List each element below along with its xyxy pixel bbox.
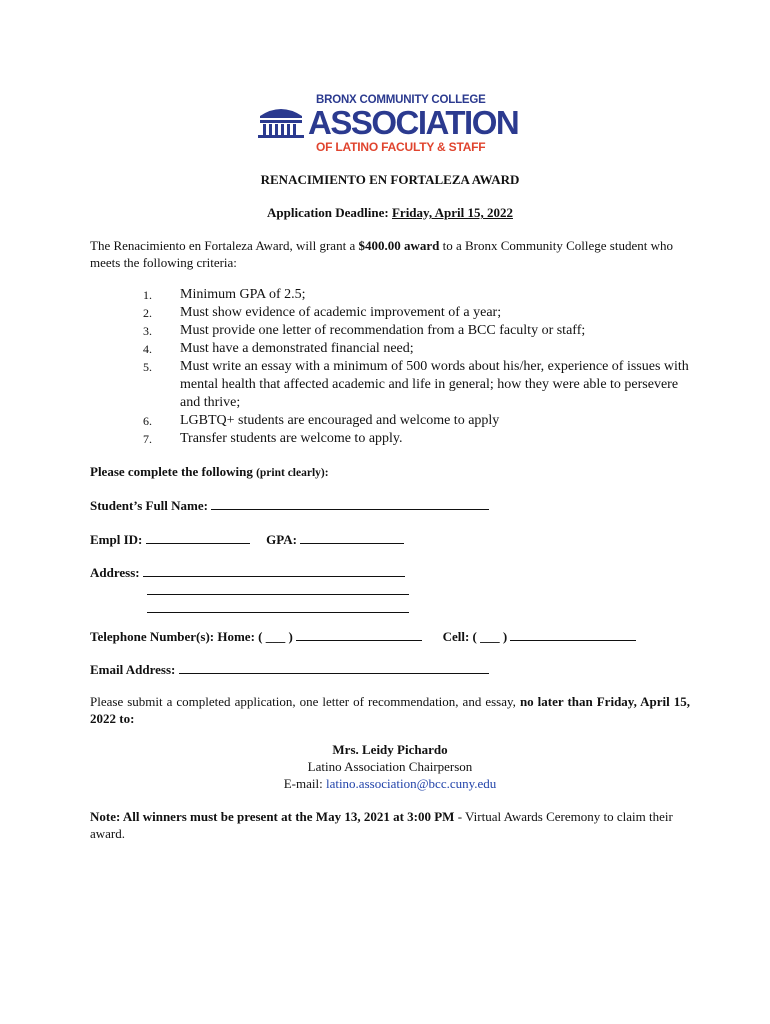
- criteria-item: [132, 412, 692, 430]
- submit-text: Please submit a completed application, one letter of recommendation, and essay,: [90, 694, 520, 709]
- criteria-text: Must write an essay with a minimum of 500 words about his/her, experience of issues with mental health that affected academic and life in general; how they were able to persevere and thrive;: [180, 359, 689, 410]
- address-row-2: [147, 581, 409, 599]
- deadline-label: Application Deadline:: [267, 205, 392, 220]
- gpa-label: GPA:: [266, 532, 301, 547]
- contact-role: Latino Association Chairperson: [307, 759, 473, 774]
- submit-deadline: no later than Friday, April 15, 2022 to:: [90, 694, 691, 726]
- telephone-cell-field[interactable]: [510, 627, 636, 641]
- note-bold: Note: All winners must be present at the May 13, 2021 at 3:00 PM: [90, 809, 455, 824]
- telephone-home-field[interactable]: [296, 627, 422, 641]
- address-row: [90, 563, 405, 581]
- criteria-number: 3.: [143, 324, 152, 338]
- criteria-text: Must have a demonstrated financial need;: [180, 341, 414, 356]
- empl-gpa-row: [90, 530, 404, 548]
- full-name-row: [90, 496, 489, 514]
- deadline-date: Friday, April 15, 2022: [391, 205, 513, 220]
- criteria-text: Minimum GPA of 2.5;: [180, 287, 306, 302]
- building-icon: [256, 104, 306, 138]
- address-row-3: [147, 599, 409, 617]
- application-deadline: [90, 205, 690, 221]
- criteria-list: [132, 286, 692, 448]
- criteria-item: [132, 358, 692, 412]
- criteria-item: [132, 340, 692, 358]
- contact-email-row: [90, 775, 690, 792]
- logo-subtitle: OF LATINO FACULTY & STAFF: [316, 140, 486, 154]
- email-label: Email Address:: [90, 662, 179, 677]
- criteria-item: [132, 430, 692, 448]
- criteria-number: 4.: [143, 342, 152, 356]
- criteria-item: [132, 304, 692, 322]
- full-name-label: Student’s Full Name:: [90, 498, 212, 513]
- address-field-line-1[interactable]: [143, 563, 405, 577]
- telephone-home-label: Telephone Number(s): Home: ( ___ ): [90, 629, 297, 644]
- address-field-line-3[interactable]: [147, 599, 409, 613]
- telephone-cell-label: Cell: ( ___ ): [442, 629, 511, 644]
- award-amount: $400.00 award: [358, 238, 440, 253]
- criteria-text: Must provide one letter of recommendation from a BCC faculty or staff;: [180, 323, 586, 338]
- ceremony-note: [90, 808, 690, 842]
- criteria-text: Must show evidence of academic improvement of a year;: [180, 305, 502, 320]
- contact-email-label: E-mail:: [283, 776, 326, 791]
- instructions-print-clearly: (print clearly):: [256, 467, 329, 479]
- criteria-text: LGBTQ+ students are encouraged and welcome to apply: [180, 413, 500, 428]
- submission-instructions: [90, 693, 690, 727]
- association-logo: [256, 94, 526, 158]
- intro-text-after: to a Bronx Community College student who meets the following criteria:: [90, 238, 673, 270]
- intro-paragraph: [90, 237, 690, 271]
- criteria-number: 6.: [143, 414, 152, 428]
- contact-block: [90, 741, 690, 792]
- contact-name: Mrs. Leidy Pichardo: [332, 742, 448, 757]
- criteria-number: 2.: [143, 306, 152, 320]
- empl-id-label: Empl ID:: [90, 532, 146, 547]
- contact-email-link[interactable]: latino.association@bcc.cuny.edu: [325, 776, 497, 791]
- address-field-line-2[interactable]: [147, 581, 409, 595]
- telephone-row: [90, 627, 636, 645]
- email-row: [90, 660, 489, 678]
- criteria-number: 7.: [143, 432, 152, 446]
- criteria-text: Transfer students are welcome to apply.: [180, 431, 403, 446]
- form-instructions: [90, 463, 690, 482]
- empl-id-field[interactable]: [146, 530, 250, 544]
- criteria-number: 1.: [143, 288, 152, 302]
- logo-college-name: BRONX COMMUNITY COLLEGE: [316, 94, 486, 106]
- intro-text-before: The Renacimiento en Fortaleza Award, will grant a: [90, 238, 359, 253]
- instructions-main: Please complete the following: [90, 464, 257, 479]
- gpa-field[interactable]: [300, 530, 404, 544]
- email-field[interactable]: [179, 660, 489, 674]
- note-rest: - Virtual Awards Ceremony to claim their award.: [90, 809, 673, 841]
- criteria-item: [132, 286, 692, 304]
- award-title: RENACIMIENTO EN FORTALEZA AWARD: [260, 172, 520, 187]
- logo-association: ASSOCIATION: [308, 104, 519, 141]
- criteria-item: [132, 322, 692, 340]
- address-label: Address:: [90, 565, 143, 580]
- criteria-number: 5.: [143, 360, 152, 374]
- full-name-field[interactable]: [211, 496, 489, 510]
